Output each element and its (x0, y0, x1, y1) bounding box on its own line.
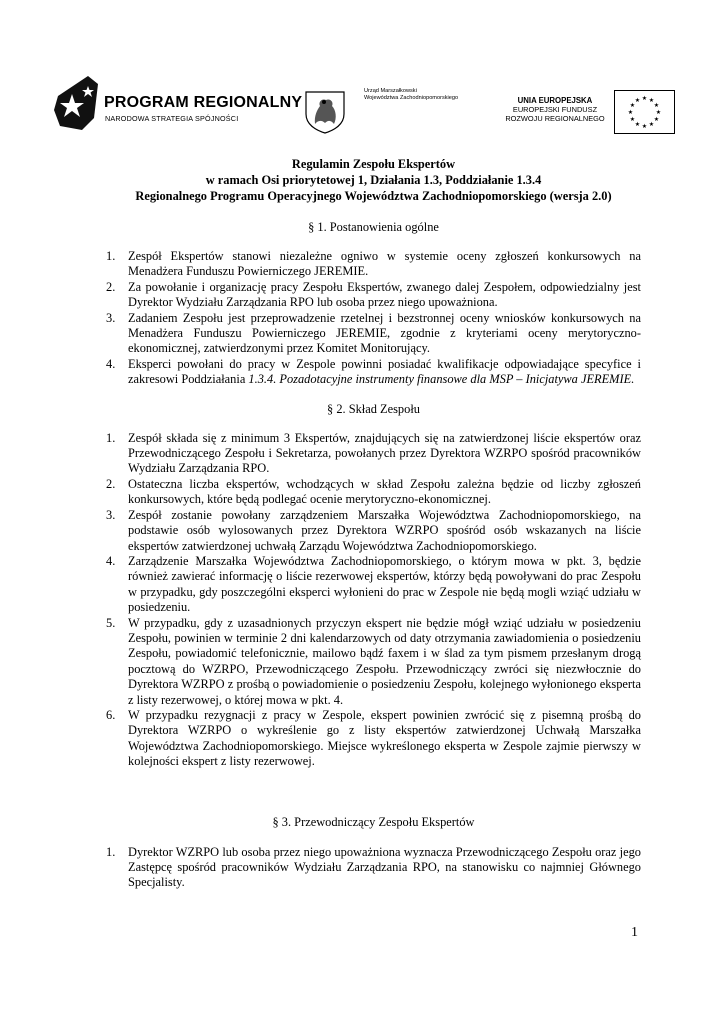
section-3-list (106, 845, 641, 891)
list-item: 4. Zarządzenie Marszałka Województwa Zachodniopomorskiego, o którym mowa w pkt. 3, będzie również zawierać informację o liście rezerwowej ekspertów, którzy będą powoływani do prac Zespołu w przypadku, gdy poszczególni eksperci wyłonieni do prac w Zespole nie będą mogli wziąć udziału w posiedzeniu. (106, 553, 641, 615)
svg-text:★: ★ (629, 116, 636, 123)
section-heading-1: § 1. Postanowienia ogólne (308, 220, 439, 234)
list-item: 5. W przypadku, gdy z uzasadnionych przyczyn ekspert nie będzie mógł wziąć udziału w posiedzeniu Zespołu, powinien w terminie 2 dni kalendarzowych od daty otrzymania zawiadomienia o posiedzeniu Zespołu, powiadomić telefonicznie, mailowo bądź faxem i w ślad za tym pismem przesłanym drogą pocztową do WZRPO, Przewodniczącego Zespołu. Przewodniczący zwróci się niezwłocznie do Dyrektora WZRPO z prośbą o powiadomienie o posiedzeniu Zespołu, kolejnego wyłonionego eksperta z listy rezerwowej, o której mowa w pkt. 4. (106, 615, 641, 707)
eu-flag (614, 90, 675, 134)
section-1-list (106, 249, 641, 388)
svg-text:★: ★ (629, 102, 636, 109)
page-number: 1 (631, 925, 638, 940)
program-title: PROGRAM REGIONALNY (104, 94, 303, 111)
svg-text:★: ★ (648, 97, 655, 104)
list-item: 4. Eksperci powołani do pracy w Zespole powinni posiadać kwalifikacje odpowiadające specyfice i zakresowi Poddziałania 1.3.4. Pozadotacyjne instrumenty finansowe dla MSP – Inicjatywa JEREMIE. (106, 356, 641, 387)
list-item: 1. Zespół Ekspertów stanowi niezależne ogniwo w systemie oceny zgłoszeń konkursowych na Menadżera Funduszu Powierniczego JEREMIE. (106, 249, 641, 279)
eu-fund-text (494, 96, 616, 123)
eu-line-1: UNIA EUROPEJSKA (517, 96, 593, 105)
svg-text:★: ★ (653, 102, 660, 109)
list-item: 3. Zespół zostanie powołany zarządzeniem Marszałka Województwa Zachodniopomorskiego, na podstawie osób wylosowanych przez Dyrektora WZRPO spośród osób wskazanych na liście ekspertów zatwierdzonej uchwałą Zarządu Województwa Zachodniopomorskiego. (106, 507, 641, 553)
list-item: 3. Zadaniem Zespołu jest przeprowadzenie rzetelnej i bezstronnej oceny wniosków konkursowych na Menadżera Funduszu Powierniczego JEREMIE, zgodnie z kryteriami oceny merytoryczno-ekonomicznej, zatwierdzonymi przez Komitet Monitorujący. (106, 310, 641, 356)
title-line-3: Regionalnego Programu Operacyjnego Województwa Zachodniopomorskiego (wersja 2.0) (135, 189, 612, 203)
svg-text:★: ★ (641, 95, 648, 102)
svg-text:★: ★ (641, 123, 648, 130)
svg-text:★: ★ (634, 121, 641, 128)
svg-text:★: ★ (653, 116, 660, 123)
section-heading-2: § 2. Skład Zespołu (327, 401, 420, 416)
document-title (106, 156, 641, 204)
office-line-2: Województwa Zachodniopomorskiego (364, 95, 459, 101)
list-item: 1. Dyrektor WZRPO lub osoba przez niego upoważniona wyznacza Przewodniczącego Zespołu oraz jego Zastępcę spośród pracowników Wydziału Zarządzania RPO, na stanowisku co najmniej Głównego Specjalisty. (106, 844, 641, 890)
section-2-list (106, 431, 641, 770)
title-line-2: w ramach Osi priorytetowej 1, Działania 1.3, Poddziałanie 1.3.4 (205, 173, 542, 187)
section-heading-3: § 3. Przewodniczący Zespołu Ekspertów (272, 814, 475, 829)
star-figure-icon (54, 74, 100, 132)
svg-text:★: ★ (648, 121, 655, 128)
title-line-1: Regulamin Zespołu Ekspertów (291, 157, 456, 171)
list-item: 2. Ostateczna liczba ekspertów, wchodzących w skład Zespołu zależna będzie od liczby zgłoszeń konkursowych, które będą podlegać ocenie merytoryczno-ekonomicznej. (106, 476, 641, 507)
page-header (0, 0, 724, 140)
svg-text:★: ★ (655, 109, 662, 116)
program-subtitle: NARODOWA STRATEGIA SPÓJNOŚCI (105, 114, 239, 123)
svg-text:★: ★ (627, 109, 634, 116)
griffin-crest-icon (300, 90, 350, 134)
office-name (364, 88, 458, 102)
list-item: 2. Za powołanie i organizację pracy Zespołu Ekspertów, zwanego dalej Zespołem, odpowiedzialny jest Dyrektor Wydziału Zarządzania RPO lub osoba przez niego upoważniona. (106, 279, 641, 310)
office-line-1: Urząd Marszałkowski (364, 88, 417, 94)
document-body (106, 156, 641, 891)
eu-line-2: EUROPEJSKI FUNDUSZ (512, 105, 598, 114)
list-item: 6. W przypadku rezygnacji z pracy w Zespole, ekspert powinien zwrócić się z pisemną prośbą do Dyrektora WZRPO o wykreślenie go z listy ekspertów zatwierdzonej Uchwałą Marszałka Województwa Zachodniopomorskiego. Miejsce wykreślonego eksperta w Zespole zajmie pierwszy w kolejności ekspert z listy rezerwowej. (106, 707, 641, 769)
eu-line-3: ROZWOJU REGIONALNEGO (505, 114, 605, 123)
list-item: 1. Zespół składa się z minimum 3 Ekspertów, znajdujących się na zatwierdzonej liście ekspertów oraz Przewodniczącego Zespołu i Sekretarza, powołanych przez Dyrektora WZRPO spośród pracowników Wydziału Zarządzania RPO. (106, 430, 641, 476)
eu-stars-icon (615, 91, 674, 133)
svg-text:★: ★ (634, 97, 641, 104)
program-regionalny-logo (54, 74, 303, 134)
